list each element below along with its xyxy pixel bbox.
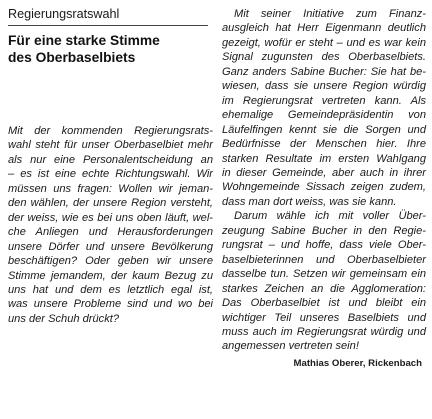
headline-line: Für eine starke Stimme bbox=[8, 33, 160, 48]
text-line: Mit der kommenden Regierungsrats- bbox=[8, 125, 213, 137]
section-rubric: Regierungsratswahl bbox=[8, 7, 120, 21]
text-line: angemessen vertreten sein! bbox=[222, 340, 359, 353]
text-line: zeugung Sabine Bucher in den Regie- bbox=[222, 224, 426, 237]
text-line: – es ist eine echte Richtungswahl. Wir bbox=[8, 168, 213, 181]
text-line: im Regierungsrat vertreten kann. Als bbox=[222, 94, 426, 107]
text-line: dass man dort weiss, was sie kann. bbox=[222, 195, 397, 208]
headline bbox=[8, 32, 213, 66]
text-line: beschäftigen? Oder geben wir unsere bbox=[8, 255, 213, 268]
text-line: Das Oberbaselbiet ist und bleibt ein bbox=[222, 297, 426, 310]
text-line: wichtiger Teil unseres Baselbiets und bbox=[222, 311, 426, 324]
left-paragraph bbox=[8, 124, 213, 326]
text-line: ehemalige Gemeindepräsidentin von bbox=[222, 109, 426, 122]
text-line: gezeigt, wofür er steht – und es war kein bbox=[222, 36, 426, 49]
text-line: Läufelfingen kennt sie die Sorgen und bbox=[222, 123, 426, 136]
text-line: als nur eine Personalentscheidung an bbox=[8, 153, 213, 166]
author-signature: Mathias Oberer, Rickenbach bbox=[293, 357, 422, 369]
text-line: Bedürfnisse der Menschen hier. Ihre bbox=[222, 138, 426, 151]
text-line: uns der Schuh drückt? bbox=[8, 312, 120, 325]
text-line: rungsrat – und hoffe, dass viele Ober- bbox=[222, 239, 426, 252]
text-line: starkes Zeichen an die Agglomeration: bbox=[222, 282, 426, 295]
right-paragraph-1 bbox=[222, 7, 426, 209]
text-line: ausgleich hat Herr Eigenmann deutlich bbox=[222, 22, 426, 35]
text-line: uns hat und dem es letztlich egal ist, bbox=[8, 283, 213, 296]
text-line: Wohngemeinde Sissach zeigen zudem, bbox=[222, 181, 426, 194]
text-line: Signal zugunsten des Oberbaselbiets. bbox=[222, 51, 426, 64]
text-line: Ganz anders Sabine Bucher: Sie hat be- bbox=[222, 65, 426, 78]
text-line: Darum wähle ich mit voller Über- bbox=[234, 210, 426, 223]
right-paragraph-2 bbox=[222, 209, 426, 354]
text-line: baselbieterinnen und Oberbaselbieter bbox=[222, 253, 426, 266]
text-line: Mit seiner Initiative zum Finanz- bbox=[234, 8, 426, 20]
text-line: unsere Dörfer und unsere Bevölkerung bbox=[8, 240, 213, 253]
right-column bbox=[222, 0, 426, 369]
text-line: Stimme jemandem, der kaum Bezug zu bbox=[8, 269, 213, 282]
text-line: den wählen, der unsere Region versteht, bbox=[8, 197, 213, 210]
text-line: muss auch im Regierungsrat würdig und bbox=[222, 325, 426, 338]
left-column bbox=[8, 0, 213, 326]
text-line: wiesen, dass sie unsere Region würdig bbox=[222, 80, 426, 93]
headline-line: des Oberbaselbiets bbox=[8, 50, 136, 65]
text-line: in dieser Gemeinde, aber auch in ihrer bbox=[222, 166, 426, 179]
text-line: was unsere Probleme sind und wo bei bbox=[8, 298, 213, 311]
text-line: starken Resultate im ersten Wahlgang bbox=[222, 152, 426, 165]
text-line: dasselbe tun. Setzen wir gemeinsam ein bbox=[222, 268, 426, 281]
rubric-divider bbox=[8, 25, 208, 26]
text-line: che Anliegen und Herausforderungen bbox=[8, 226, 213, 239]
text-line: der weiss, wie es bei uns oben läuft, wel- bbox=[8, 211, 213, 224]
text-line: müssen uns fragen: Wollen wir jeman- bbox=[8, 182, 213, 195]
text-line: wahl steht für unser Oberbaselbiet mehr bbox=[8, 139, 213, 152]
